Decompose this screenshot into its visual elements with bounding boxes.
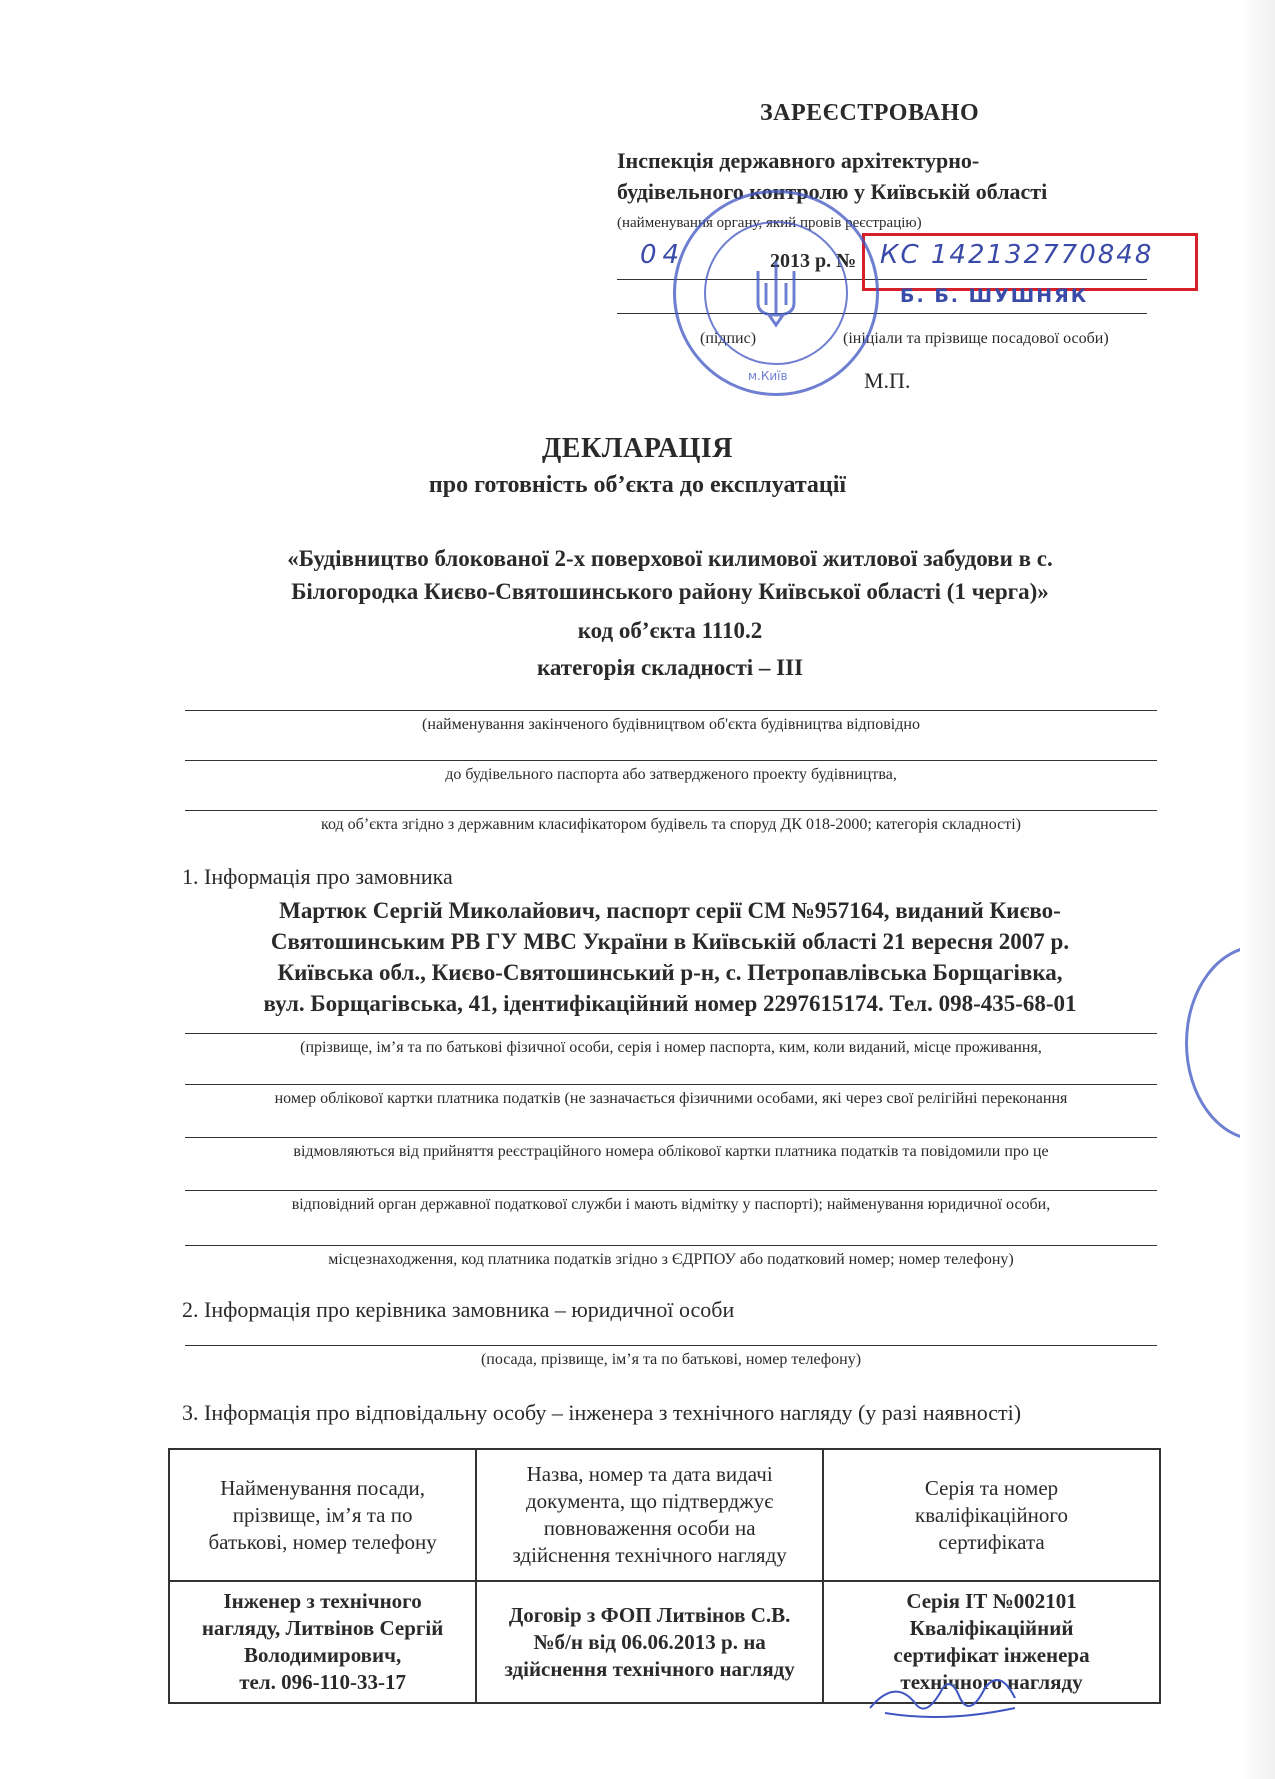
contract-cell <box>476 1581 823 1703</box>
customer-caption-1: (прізвище, ім’я та по батькові фізичної особи, серія і номер паспорта, ким, коли виданий, місце проживання, <box>300 1039 1042 1056</box>
engineer-name-cell <box>169 1581 476 1703</box>
customer-rule-1 <box>185 1033 1157 1034</box>
section-3-title: 3. Інформація про відповідальну особу – інженера з технічного нагляду (у разі наявності) <box>182 1400 1022 1425</box>
customer-caption-5: місцезнаходження, код платника податків згідно з ЄДРПОУ або податковий номер; номер телефону) <box>328 1251 1014 1268</box>
customer-line-2: Святошинським РВ ГУ МВС України в Київській області 21 вересня 2007 р. <box>270 929 1070 954</box>
declaration-subtitle: про готовність об’єкта до експлуатації <box>428 472 847 498</box>
object-caption-3: код об’єкта згідно з державним класифікатором будівель та споруд ДК 018-2000; категорія складності) <box>321 816 1021 833</box>
handwritten-registration-number: КС 142132770848 <box>880 240 1154 270</box>
declaration-title: ДЕКЛАРАЦІЯ <box>542 433 733 464</box>
scan-edge <box>1240 0 1275 1779</box>
registration-year: 2013 р. № <box>770 250 857 272</box>
object-name-line-1: «Будівництво блокованої 2-х поверхової килимової житлової забудови в с. <box>287 546 1053 571</box>
cell-text: №б/н від 06.06.2013 р. на <box>533 1629 766 1654</box>
handwritten-signature <box>865 1668 1025 1728</box>
section-2-rule <box>185 1345 1157 1346</box>
object-code: код об’єкта 1110.2 <box>577 618 763 643</box>
handwritten-day: 04 <box>640 240 686 270</box>
table-header-position <box>169 1449 476 1581</box>
inspection-line-1: Інспекція державного архітектурно- <box>617 148 980 173</box>
header-text: Назва, номер та дата видачі <box>526 1462 773 1486</box>
engineer-table <box>168 1448 1161 1704</box>
customer-rule-2 <box>185 1084 1157 1085</box>
customer-rule-5 <box>185 1245 1157 1246</box>
object-rule-1 <box>185 710 1157 711</box>
header-text: Серія та номер <box>924 1475 1059 1500</box>
official-stamp <box>673 190 879 396</box>
initials-label: (ініціали та прізвище посадової особи) <box>843 330 1109 347</box>
cell-text: Володимирович, <box>243 1643 402 1667</box>
header-text: батькові, номер телефону <box>208 1529 437 1554</box>
customer-line-4: вул. Борщагівська, 41, ідентифікаційний номер 2297615174. Тел. 098-435-68-01 <box>263 991 1077 1016</box>
customer-caption-2: номер облікової картки платника податків (не зазначається фізичними особами, які через свої релігійні переконання <box>274 1090 1068 1107</box>
section-2-caption: (посада, прізвище, ім’я та по батькові, номер телефону) <box>480 1351 862 1368</box>
customer-line-3: Київська обл., Києво-Святошинський р-н, с. Петропавлівська Борщагівка, <box>277 960 1063 985</box>
header-text: здійснення технічного нагляду <box>512 1543 787 1567</box>
customer-rule-3 <box>185 1137 1157 1138</box>
signature-label: (підпис) <box>700 330 757 347</box>
customer-caption-3: відмовляються від прийняття реєстраційного номера облікової картки платника податків та повідомили про це <box>293 1143 1049 1160</box>
table-header-row <box>169 1449 1160 1581</box>
object-name-line-2: Білогородка Києво-Святошинського району Київської області (1 черга)» <box>291 579 1049 604</box>
registration-note: (найменування органу, який провів реєстрацію) <box>617 215 922 231</box>
stamp-city: м.Київ <box>748 369 788 383</box>
object-name <box>200 542 1140 608</box>
table-header-document <box>476 1449 823 1581</box>
section-2-title: 2. Інформація про керівника замовника – юридичної особи <box>182 1297 735 1322</box>
header-text: прізвище, ім’я та по <box>232 1502 413 1527</box>
header-text: кваліфікаційного <box>915 1502 1068 1527</box>
inspection-line-2: будівельного контролю у Київській області <box>617 179 1048 204</box>
header-text: сертифіката <box>938 1529 1045 1554</box>
complexity-category: категорія складності – ІІІ <box>536 655 804 680</box>
section-1-title: 1. Інформація про замовника <box>182 864 453 889</box>
cell-text: тел. 096-110-33-17 <box>239 1670 406 1694</box>
cell-text: технічного нагляду <box>900 1670 1083 1694</box>
header-text: повноваження особи на <box>543 1516 756 1540</box>
cell-text: Інженер з технічного <box>223 1589 422 1613</box>
inspection-name <box>617 145 1177 207</box>
trident-icon <box>736 253 816 333</box>
cell-text: здійснення технічного нагляду <box>504 1656 795 1681</box>
customer-info <box>200 895 1140 1019</box>
registered-heading: ЗАРЕЄСТРОВАНО <box>760 100 980 126</box>
object-caption-1: (найменування закінченого будівництвом об'єкта будівництва відповідно <box>422 716 920 733</box>
highlight-box <box>862 233 1198 291</box>
customer-rule-4 <box>185 1190 1157 1191</box>
customer-line-1: Мартюк Сергій Миколайович, паспорт серії СМ №957164, виданий Києво- <box>279 898 1061 923</box>
cell-text: нагляду, Литвінов Сергій <box>201 1616 444 1640</box>
cell-text: сертифікат інженера <box>893 1643 1090 1667</box>
cell-text: Договір з ФОП Литвінов С.В. <box>508 1602 791 1627</box>
header-text: документа, що підтверджує <box>525 1489 774 1513</box>
object-rule-3 <box>185 810 1157 811</box>
cell-text: Серія ІТ №002101 <box>906 1589 1077 1613</box>
object-caption-2: до будівельного паспорта або затвердженого проекту будівництва, <box>445 766 897 783</box>
table-header-certificate <box>823 1449 1160 1581</box>
customer-caption-4: відповідний орган державної податкової служби і мають відмітку у паспорті); найменування юридичної особи, <box>291 1196 1051 1213</box>
cell-text: Кваліфікаційний <box>909 1616 1074 1640</box>
stamp-officer-name: Б. Б. ШУШНЯК <box>900 285 1089 307</box>
object-rule-2 <box>185 760 1157 761</box>
header-text: Найменування посади, <box>220 1475 425 1500</box>
seal-place-label: М.П. <box>864 368 911 393</box>
